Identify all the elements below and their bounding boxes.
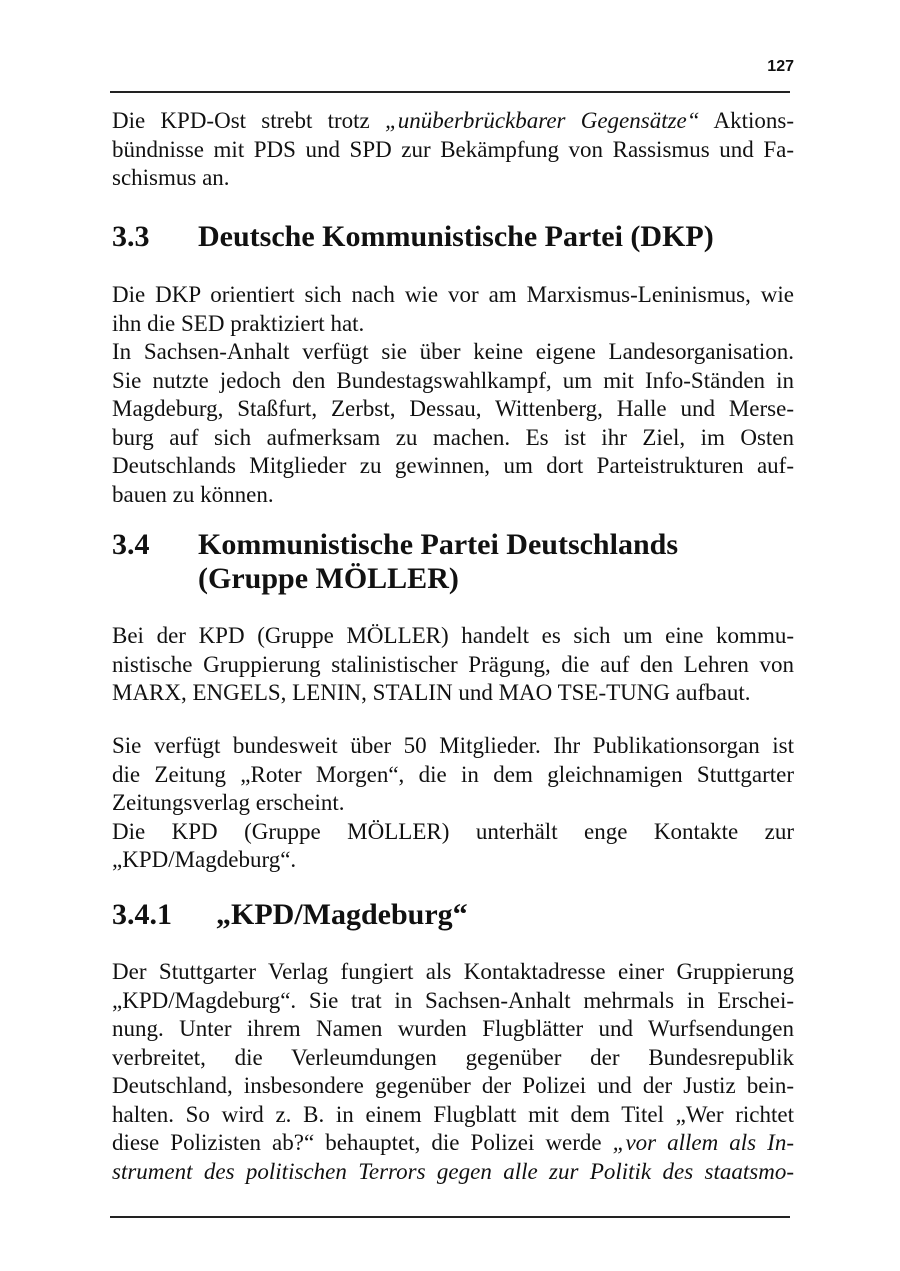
text-line: Deutschland, insbesondere gegenüber der Polizei und der Justiz bein- [112,1073,794,1098]
text-line: nung. Unter ihrem Namen wurden Flugblätter und Wurfsendungen [112,1016,794,1041]
text-line: In Sachsen-Anhalt verfügt sie über keine eigene Landesorganisation. [112,339,794,364]
text-line: Der Stuttgarter Verlag fungiert als Kontaktadresse einer Gruppierung [112,959,794,984]
text-line: Sie verfügt bundesweit über 50 Mitglieder. Ihr Publikationsorgan ist [112,733,794,758]
header-rule [110,91,790,93]
section-title: Deutsche Kommunistische Partei (DKP) [198,220,714,253]
text-line: Die KPD (Gruppe MÖLLER) unterhält enge Kontakte zur [112,818,794,844]
text-line: halten. So wird z. B. in einem Flugblatt mit dem Titel „Wer richtet [112,1101,794,1127]
text-line: Bei der KPD (Gruppe MÖLLER) handelt es sich um eine kommu- [112,623,794,648]
text-line: MARX, ENGELS, LENIN, STALIN und MAO TSE-TUNG aufbaut. [112,680,751,705]
text-line: Magdeburg, Staßfurt, Zerbst, Dessau, Wittenberg, Halle und Merse- [112,396,794,421]
footer-rule [110,1216,790,1218]
text-line: nistische Gruppierung stalinistischer Prägung, die auf den Lehren von [112,651,794,677]
intro-line-3: schismus an. [112,165,230,190]
section-title-line-1: Kommunistische Partei Deutschlands [198,528,678,561]
italic-quote: „vor allem als In- [612,1130,794,1155]
section-3-4-paragraph-2 [112,732,794,875]
section-3-4-heading [112,528,678,596]
text-line: ihn die SED praktiziert hat. [112,310,365,336]
intro-line-2: bündnisse mit PDS und SPD zur Bekämpfung von Rassismus und Fa- [112,136,794,162]
page-number: 127 [767,58,794,75]
intro-line-1: Die KPD-Ost strebt trotz „unüberbrückbarer Gegensätze“ Aktions- [112,108,794,133]
text-line: Deutschlands Mitglieder zu gewinnen, um dort Parteistrukturen auf- [112,453,794,478]
section-3-4-1-heading [112,898,468,932]
text-line: die Zeitung „Roter Morgen“, die in dem gleichnamigen Stuttgarter [112,761,794,787]
intro-italic-phrase: „unüberbrückbarer Gegensätze“ [384,108,700,133]
section-3-4-1-body [112,958,794,1186]
section-number: 3.4 [112,528,150,561]
section-3-4-paragraph-1 [112,622,794,708]
text-line: burg auf sich aufmerksam zu machen. Es ist ihr Ziel, im Osten [112,424,794,450]
text-line: „KPD/Magdeburg“. [112,847,297,872]
section-3-3-body [112,281,794,509]
text-line: diese Polizisten ab?“ behauptet, die Polizei werde „vor allem als In- [112,1130,794,1155]
text-line: „KPD/Magdeburg“. Sie trat in Sachsen-Anhalt mehrmals in Erschei- [112,987,794,1013]
section-number: 3.3 [112,220,150,253]
intro-paragraph [112,107,794,193]
section-3-3-heading [112,220,714,254]
text-line: Die DKP orientiert sich nach wie vor am Marxismus-Leninismus, wie [112,282,794,307]
text-line-italic: strument des politischen Terrors gegen alle zur Politik des staatsmo- [112,1158,794,1184]
section-title-line-2: (Gruppe MÖLLER) [198,562,459,595]
section-number: 3.4.1 [112,898,172,931]
text-line: Sie nutzte jedoch den Bundestagswahlkampf, um mit Info-Ständen in [112,367,794,393]
text-line: verbreitet, die Verleumdungen gegenüber der Bundesrepublik [112,1044,794,1070]
text-line: bauen zu können. [112,481,274,507]
text-line: Zeitungsverlag erscheint. [112,790,345,815]
section-title: „KPD/Magdeburg“ [216,898,468,931]
